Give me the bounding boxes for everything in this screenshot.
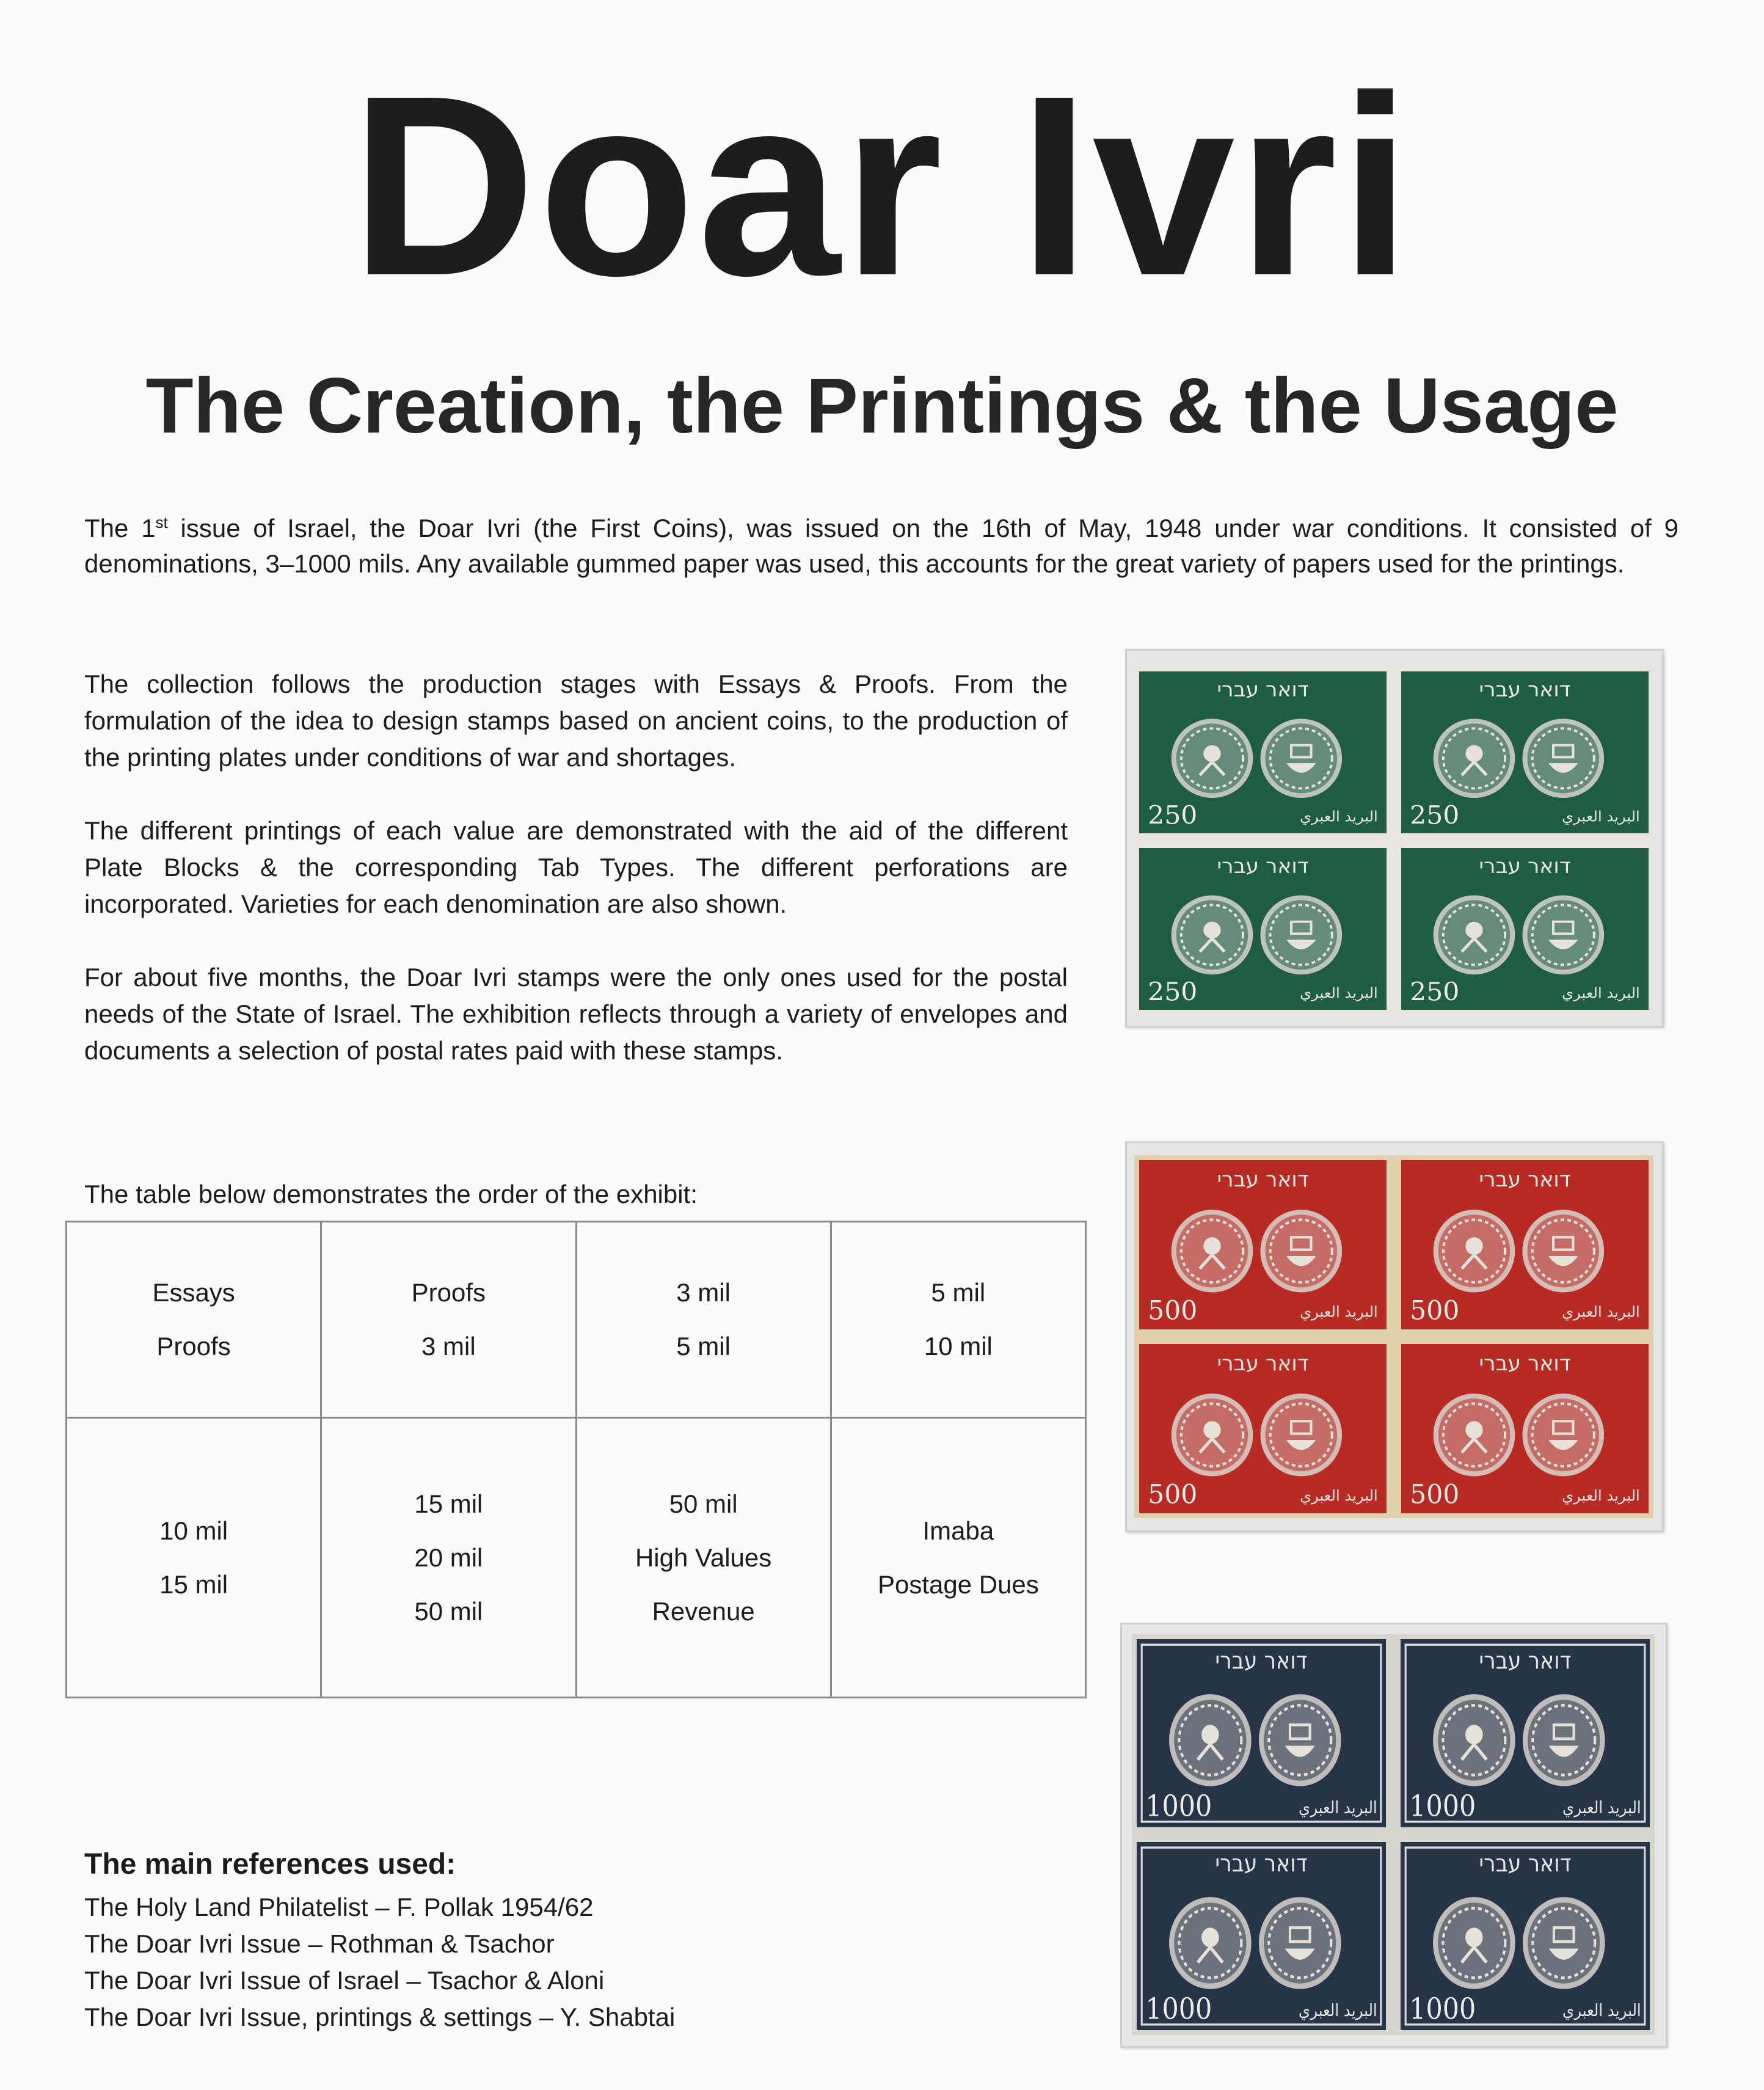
references-title: The main references used: <box>84 1848 456 1880</box>
cell-line: 5 mil <box>931 1278 986 1307</box>
stamp <box>1139 848 1387 1010</box>
coin-left <box>1434 1394 1515 1476</box>
coin-left <box>1172 896 1253 975</box>
stamp <box>1139 1160 1387 1329</box>
coin-left <box>1434 896 1515 975</box>
stamp-denomination: 1000 <box>1145 1789 1212 1824</box>
intro-ordinal-suffix: st <box>155 513 168 532</box>
references-list <box>84 1889 675 2036</box>
usage-paragraph: For about five months, the Doar Ivri stamps were the only ones used for the postal needs of the State of Israel. The exhibition reflects through a variety of envelopes and documents a selection of postal rates paid with these stamps. <box>84 963 1068 1065</box>
table-caption: The table below demonstrates the order of the exhibit: <box>84 1180 698 1208</box>
table-cell <box>831 1418 1085 1698</box>
coin-right <box>1260 1394 1342 1476</box>
stamp <box>1139 671 1387 833</box>
stamp-hebrew-inscription: דואר עברי <box>1479 854 1571 879</box>
stamp-hebrew-inscription: דואר עברי <box>1215 1849 1308 1877</box>
stamp-block-mount-1000 <box>1120 1623 1667 2048</box>
coin-right <box>1523 1694 1605 1786</box>
stamp-arabic-inscription: البريد العبري <box>1562 808 1640 825</box>
stamp-hebrew-inscription: דואר עברי <box>1479 1646 1572 1675</box>
collection-paragraph: The collection follows the production stages with Essays & Proofs. From the formulation of the idea to design stamps based on ancient coins, to the production of the printing plates under conditions of war and shortages. <box>84 670 1068 772</box>
stamp-denomination: 250 <box>1148 800 1198 830</box>
stamp-block-250 <box>1134 667 1653 1015</box>
cell-line: Postage Dues <box>877 1569 1039 1599</box>
stamp-denomination: 1000 <box>1409 1992 1476 2026</box>
table-cell <box>576 1222 831 1418</box>
intro-prefix: The 1 <box>84 514 156 543</box>
stamp-hebrew-inscription: דואר עברי <box>1479 678 1571 702</box>
stamp-denomination: 500 <box>1148 1295 1198 1326</box>
reference-item: The Doar Ivri Issue, printings & settings – Y. Shabtai <box>84 2003 676 2031</box>
coin-left <box>1434 719 1515 798</box>
page-subtitle: The Creation, the Printings & the Usage <box>145 362 1619 450</box>
stamp-hebrew-inscription: דואר עברי <box>1217 1167 1309 1193</box>
table-cell <box>321 1222 576 1418</box>
stamp-arabic-inscription: البريد العبري <box>1299 2001 1377 2021</box>
stamp-block-mount-500 <box>1125 1141 1664 1532</box>
stamp <box>1401 848 1649 1010</box>
table-row <box>67 1418 1086 1698</box>
table-cell <box>67 1418 321 1698</box>
coin-right <box>1259 1897 1341 1989</box>
coin-left <box>1169 1897 1252 1989</box>
coin-right <box>1259 1694 1341 1786</box>
stamp-arabic-inscription: البريد العبري <box>1300 1303 1378 1321</box>
stamp-hebrew-inscription: דואר עברי <box>1479 1167 1571 1193</box>
exhibit-order-table <box>65 1221 1087 1698</box>
table-cell <box>576 1418 831 1698</box>
stamp-arabic-inscription: البريد العبري <box>1562 1303 1640 1321</box>
table-row <box>67 1222 1086 1418</box>
cell-line: 5 mil <box>676 1332 731 1361</box>
stamp <box>1401 671 1649 833</box>
stamp <box>1139 1344 1387 1513</box>
table-cell <box>831 1222 1085 1418</box>
stamp-denomination: 500 <box>1148 1479 1198 1510</box>
stamp-arabic-inscription: البريد العبري <box>1562 2001 1641 2021</box>
stamp-denomination: 250 <box>1410 976 1460 1007</box>
stamp-block-mount-250 <box>1125 649 1664 1028</box>
stamp-arabic-inscription: البريد العبري <box>1300 984 1378 1002</box>
cell-line: Imaba <box>922 1516 994 1545</box>
reference-item: The Holy Land Philatelist – F. Pollak 1954/62 <box>84 1893 594 1921</box>
coin-right <box>1522 719 1604 798</box>
stamp-denomination: 1000 <box>1409 1789 1476 1824</box>
stamp-denomination: 250 <box>1148 976 1198 1007</box>
stamp <box>1401 1639 1650 1827</box>
coin-left <box>1433 1694 1515 1786</box>
coin-right <box>1260 896 1342 975</box>
cell-line: 3 mil <box>676 1278 731 1307</box>
coin-right <box>1260 1210 1342 1292</box>
coin-right <box>1522 1394 1604 1476</box>
cell-line: Proofs <box>411 1278 486 1307</box>
stamp-hebrew-inscription: דואר עברי <box>1479 1849 1572 1877</box>
stamp <box>1401 1344 1649 1513</box>
cell-line: Essays <box>152 1278 235 1307</box>
stamp-hebrew-inscription: דואר עברי <box>1217 1351 1309 1376</box>
coin-left <box>1434 1210 1515 1292</box>
stamp-hebrew-inscription: דואר עברי <box>1215 1646 1308 1675</box>
cell-line: 10 mil <box>924 1332 993 1361</box>
cell-line: Revenue <box>652 1596 755 1626</box>
table-cell <box>321 1418 576 1698</box>
reference-item: The Doar Ivri Issue – Rothman & Tsachor <box>84 1929 555 1958</box>
cell-line: 15 mil <box>414 1489 483 1518</box>
cell-line: Proofs <box>156 1332 231 1361</box>
stamp-arabic-inscription: البريد العبري <box>1300 808 1378 825</box>
stamp <box>1137 1842 1386 2030</box>
coin-left <box>1172 1210 1253 1292</box>
intro-text: issue of Israel, the Doar Ivri (the First Coins), was issued on the 16th of May, 1948 under war conditions. It consisted of 9 denominations, 3–1000 mils. Any available gummed paper was used, this accounts for the great variety of papers used for the printings. <box>84 514 1678 578</box>
table-cell <box>67 1222 321 1418</box>
stamp-hebrew-inscription: דואר עברי <box>1217 678 1309 702</box>
stamp-arabic-inscription: البريد العبري <box>1299 1798 1377 1818</box>
coin-right <box>1260 719 1342 798</box>
stamp-denomination: 500 <box>1410 1479 1460 1510</box>
stamp-arabic-inscription: البريد العبري <box>1562 984 1640 1002</box>
coin-left <box>1172 1394 1253 1476</box>
reference-item: The Doar Ivri Issue of Israel – Tsachor & Aloni <box>84 1966 605 1995</box>
cell-line: 3 mil <box>421 1332 476 1361</box>
stamp-hebrew-inscription: דואר עברי <box>1479 1351 1571 1376</box>
coin-left <box>1433 1897 1515 1989</box>
cell-line: 20 mil <box>414 1543 483 1572</box>
cell-line: 50 mil <box>414 1596 483 1626</box>
stamp-arabic-inscription: البريد العبري <box>1300 1486 1378 1505</box>
cell-line: 10 mil <box>159 1516 228 1545</box>
stamp-denomination: 1000 <box>1145 1992 1212 2026</box>
stamp-arabic-inscription: البريد العبري <box>1562 1486 1640 1505</box>
coin-right <box>1522 896 1604 975</box>
stamp-denomination: 250 <box>1410 800 1460 830</box>
cell-line: High Values <box>635 1543 772 1572</box>
stamp <box>1137 1639 1386 1827</box>
coin-left <box>1172 719 1253 798</box>
stamp-block-1000 <box>1132 1634 1655 2035</box>
stamp-denomination: 500 <box>1410 1295 1460 1326</box>
cell-line: 15 mil <box>159 1569 228 1599</box>
coin-right <box>1522 1210 1604 1292</box>
stamp-arabic-inscription: البريد العبري <box>1562 1798 1641 1818</box>
intro-paragraph <box>84 505 1678 582</box>
stamp <box>1401 1160 1649 1329</box>
stamp <box>1401 1842 1650 2030</box>
coin-right <box>1523 1897 1605 1989</box>
coin-left <box>1169 1694 1252 1786</box>
page-title: Doar Ivri <box>351 43 1413 329</box>
printings-paragraph: The different printings of each value are demonstrated with the aid of the different Plate Blocks & the corresponding Tab Types. The different perforations are incorporated. Varieties for each denomination are also shown. <box>84 816 1068 918</box>
stamp-hebrew-inscription: דואר עברי <box>1217 854 1309 879</box>
cell-line: 50 mil <box>669 1489 738 1518</box>
stamp-block-500 <box>1134 1155 1653 1518</box>
